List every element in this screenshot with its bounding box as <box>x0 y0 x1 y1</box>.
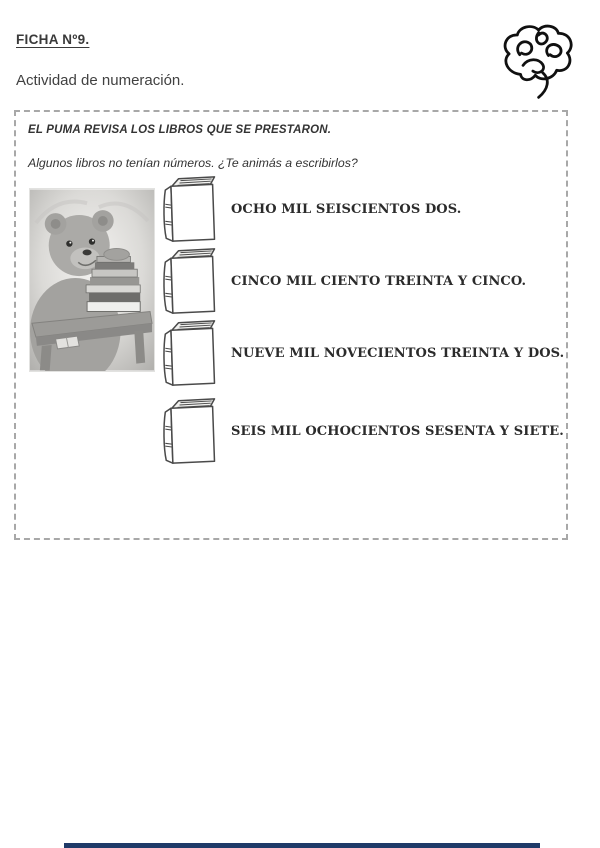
activity-subtitle: Actividad de numeración. <box>16 72 185 89</box>
instruction-secondary: Algunos libros no tenían números. ¿Te animás a escribirlos? <box>28 156 358 170</box>
page-title: FICHA Nº9. <box>16 32 90 47</box>
number-word-label: OCHO MIL SEISCIENTOS DOS. <box>231 201 462 217</box>
book-item <box>156 396 564 466</box>
number-word-label: NUEVE MIL NOVECIENTOS TREINTA Y DOS. <box>231 345 565 361</box>
book-icon <box>156 396 220 466</box>
bear-illustration <box>29 188 155 372</box>
book-icon <box>156 174 220 244</box>
book-icon <box>156 318 220 388</box>
book-item <box>156 246 560 316</box>
worksheet-dashed-box <box>14 110 568 540</box>
brain-icon <box>496 14 578 120</box>
number-word-label: SEIS MIL OCHOCIENTOS SESENTA Y SIETE. <box>231 423 564 439</box>
book-icon <box>156 246 220 316</box>
number-word-label: CINCO MIL CIENTO TREINTA Y CINCO. <box>231 273 527 289</box>
book-item <box>156 174 560 244</box>
book-item <box>156 318 565 388</box>
page-bottom-bar <box>64 843 540 848</box>
instruction-primary: EL PUMA REVISA LOS LIBROS QUE SE PRESTARON. <box>28 124 332 136</box>
